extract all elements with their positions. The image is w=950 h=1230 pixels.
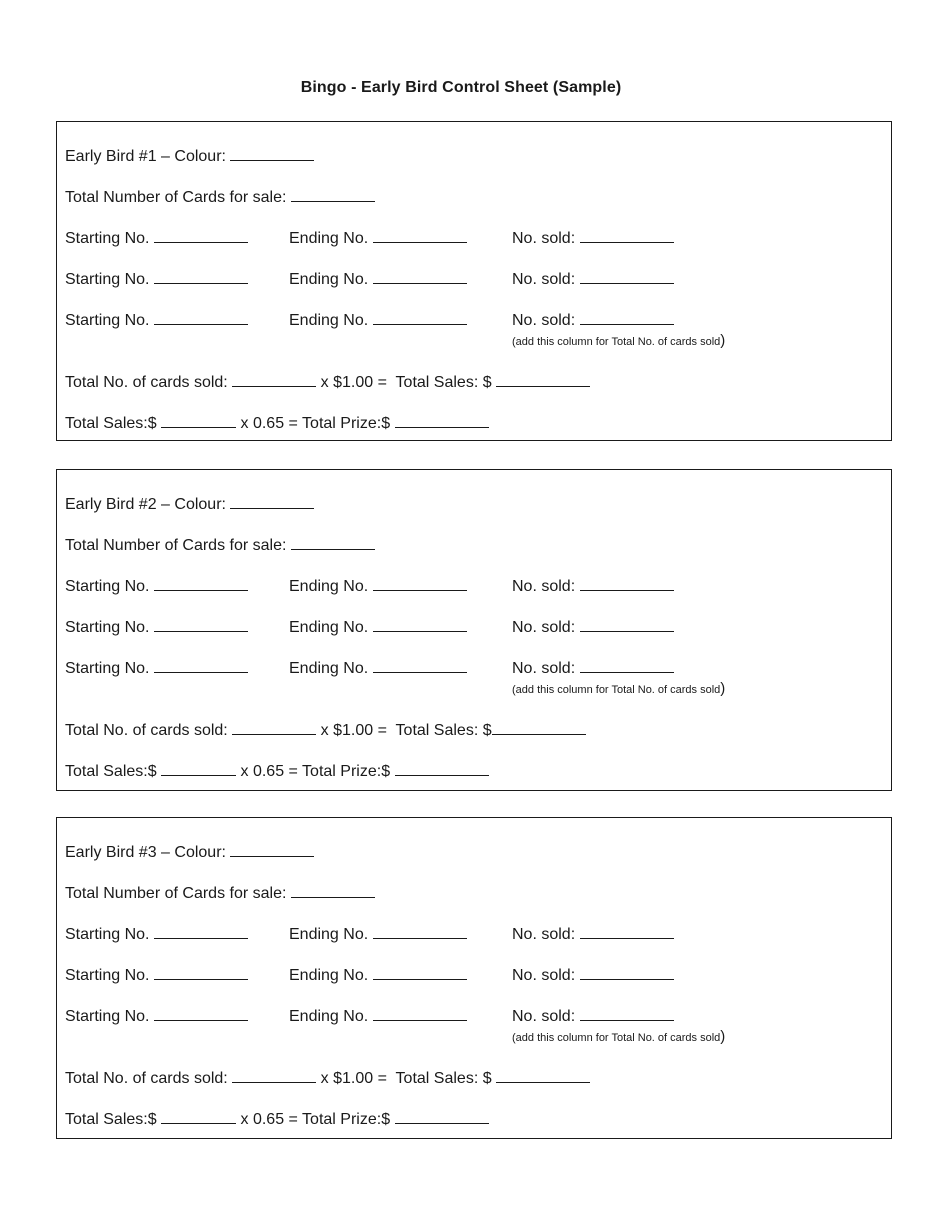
early-bird-section-1	[56, 121, 892, 441]
starting-label: Starting No.	[65, 271, 150, 288]
ending-field[interactable]	[373, 965, 467, 980]
prize-row	[65, 761, 489, 782]
ending-no-1	[289, 924, 467, 945]
colour-field[interactable]	[230, 842, 314, 857]
ending-no-3	[289, 1006, 467, 1027]
ending-field[interactable]	[373, 658, 467, 673]
colour-field[interactable]	[230, 494, 314, 509]
ending-field[interactable]	[373, 617, 467, 632]
sold-no-1	[512, 924, 674, 945]
prize-label: x 0.65 = Total Prize:$	[240, 1111, 391, 1128]
starting-field[interactable]	[154, 228, 248, 243]
total-cards-label: Total Number of Cards for sale:	[65, 537, 287, 554]
sold-label: No. sold:	[512, 578, 576, 595]
sold-no-3	[512, 658, 674, 679]
sold-field[interactable]	[580, 576, 674, 591]
ending-field[interactable]	[373, 269, 467, 284]
price-label: x $1.00 =	[320, 374, 387, 391]
ending-label: Ending No.	[289, 578, 369, 595]
starting-label: Starting No.	[65, 967, 150, 984]
total-cards-row	[65, 883, 375, 904]
sold-label: No. sold:	[512, 967, 576, 984]
ending-field[interactable]	[373, 924, 467, 939]
ending-field[interactable]	[373, 576, 467, 591]
ending-no-1	[289, 228, 467, 249]
ending-no-1	[289, 576, 467, 597]
starting-no-3	[65, 658, 248, 679]
sold-label: No. sold:	[512, 660, 576, 677]
starting-label: Starting No.	[65, 619, 150, 636]
total-cards-field[interactable]	[291, 883, 375, 898]
sales-label: Total Sales:$	[65, 1111, 157, 1128]
total-sales-field[interactable]	[492, 720, 586, 735]
total-cards-field[interactable]	[291, 535, 375, 550]
starting-label: Starting No.	[65, 578, 150, 595]
section-heading: Early Bird #2 – Colour:	[65, 496, 226, 513]
ending-field[interactable]	[373, 310, 467, 325]
sold-field[interactable]	[580, 310, 674, 325]
starting-no-2	[65, 269, 248, 290]
ending-no-3	[289, 310, 467, 331]
total-sold-label: Total No. of cards sold:	[65, 1070, 228, 1087]
starting-label: Starting No.	[65, 660, 150, 677]
prize-field[interactable]	[395, 413, 489, 428]
total-sold-field[interactable]	[232, 1068, 316, 1083]
starting-label: Starting No.	[65, 312, 150, 329]
total-sales-label: Total Sales: $	[395, 374, 492, 391]
sold-column-note	[512, 334, 725, 349]
total-sales-field[interactable]	[496, 1068, 590, 1083]
starting-label: Starting No.	[65, 230, 150, 247]
prize-label: x 0.65 = Total Prize:$	[240, 415, 391, 432]
colour-row	[65, 494, 314, 515]
ending-no-2	[289, 269, 467, 290]
total-cards-label: Total Number of Cards for sale:	[65, 189, 287, 206]
prize-row	[65, 413, 489, 434]
sold-no-1	[512, 576, 674, 597]
sold-no-2	[512, 965, 674, 986]
sold-label: No. sold:	[512, 312, 576, 329]
note-text: (add this column for Total No. of cards sold	[512, 684, 721, 696]
total-sales-label: Total Sales: $	[395, 722, 492, 739]
sold-label: No. sold:	[512, 619, 576, 636]
sold-no-3	[512, 310, 674, 331]
prize-label: x 0.65 = Total Prize:$	[240, 763, 391, 780]
starting-label: Starting No.	[65, 926, 150, 943]
sales-field[interactable]	[161, 413, 236, 428]
early-bird-section-3	[56, 817, 892, 1139]
sold-no-1	[512, 228, 674, 249]
sold-field[interactable]	[580, 658, 674, 673]
total-sold-row	[65, 372, 590, 393]
starting-field[interactable]	[154, 658, 248, 673]
sold-no-2	[512, 617, 674, 638]
sales-field[interactable]	[161, 1109, 236, 1124]
total-cards-field[interactable]	[291, 187, 375, 202]
total-cards-row	[65, 187, 375, 208]
sold-field[interactable]	[580, 617, 674, 632]
starting-field[interactable]	[154, 310, 248, 325]
ending-no-3	[289, 658, 467, 679]
sold-label: No. sold:	[512, 230, 576, 247]
colour-field[interactable]	[230, 146, 314, 161]
starting-field[interactable]	[154, 617, 248, 632]
starting-field[interactable]	[154, 924, 248, 939]
total-sold-field[interactable]	[232, 372, 316, 387]
sold-label: No. sold:	[512, 271, 576, 288]
ending-field[interactable]	[373, 1006, 467, 1021]
sold-field[interactable]	[580, 228, 674, 243]
sold-column-note	[512, 682, 725, 697]
ending-no-2	[289, 965, 467, 986]
colour-row	[65, 146, 314, 167]
sold-field[interactable]	[580, 269, 674, 284]
note-close: )	[720, 680, 726, 697]
ending-label: Ending No.	[289, 312, 369, 329]
note-close: )	[720, 1028, 726, 1045]
starting-no-2	[65, 965, 248, 986]
starting-no-1	[65, 228, 248, 249]
sold-no-3	[512, 1006, 674, 1027]
page-title: Bingo - Early Bird Control Sheet (Sample)	[300, 79, 622, 96]
total-cards-row	[65, 535, 375, 556]
price-label: x $1.00 =	[320, 722, 387, 739]
total-sold-label: Total No. of cards sold:	[65, 374, 228, 391]
sold-column-note	[512, 1030, 725, 1045]
sales-label: Total Sales:$	[65, 763, 157, 780]
ending-label: Ending No.	[289, 660, 369, 677]
starting-no-3	[65, 310, 248, 331]
note-close: )	[720, 332, 726, 349]
starting-field[interactable]	[154, 576, 248, 591]
sold-no-2	[512, 269, 674, 290]
prize-field[interactable]	[395, 1109, 489, 1124]
sold-field[interactable]	[580, 1006, 674, 1021]
note-text: (add this column for Total No. of cards sold	[512, 1032, 721, 1044]
total-sold-label: Total No. of cards sold:	[65, 722, 228, 739]
starting-label: Starting No.	[65, 1008, 150, 1025]
total-sold-row	[65, 720, 586, 741]
total-sales-label: Total Sales: $	[395, 1070, 492, 1087]
prize-row	[65, 1109, 489, 1130]
starting-field[interactable]	[154, 965, 248, 980]
ending-label: Ending No.	[289, 1008, 369, 1025]
starting-no-3	[65, 1006, 248, 1027]
prize-field[interactable]	[395, 761, 489, 776]
section-heading: Early Bird #3 – Colour:	[65, 844, 226, 861]
starting-no-2	[65, 617, 248, 638]
ending-field[interactable]	[373, 228, 467, 243]
sold-label: No. sold:	[512, 1008, 576, 1025]
total-cards-label: Total Number of Cards for sale:	[65, 885, 287, 902]
ending-label: Ending No.	[289, 230, 369, 247]
total-sold-row	[65, 1068, 590, 1089]
starting-no-1	[65, 576, 248, 597]
ending-no-2	[289, 617, 467, 638]
note-text: (add this column for Total No. of cards sold	[512, 336, 721, 348]
sales-label: Total Sales:$	[65, 415, 157, 432]
sales-field[interactable]	[161, 761, 236, 776]
starting-field[interactable]	[154, 1006, 248, 1021]
starting-field[interactable]	[154, 269, 248, 284]
ending-label: Ending No.	[289, 271, 369, 288]
total-sales-field[interactable]	[496, 372, 590, 387]
ending-label: Ending No.	[289, 619, 369, 636]
section-heading: Early Bird #1 – Colour:	[65, 148, 226, 165]
sold-field[interactable]	[580, 924, 674, 939]
total-sold-field[interactable]	[232, 720, 316, 735]
ending-label: Ending No.	[289, 967, 369, 984]
starting-no-1	[65, 924, 248, 945]
sold-label: No. sold:	[512, 926, 576, 943]
early-bird-section-2	[56, 469, 892, 791]
colour-row	[65, 842, 314, 863]
sold-field[interactable]	[580, 965, 674, 980]
price-label: x $1.00 =	[320, 1070, 387, 1087]
ending-label: Ending No.	[289, 926, 369, 943]
